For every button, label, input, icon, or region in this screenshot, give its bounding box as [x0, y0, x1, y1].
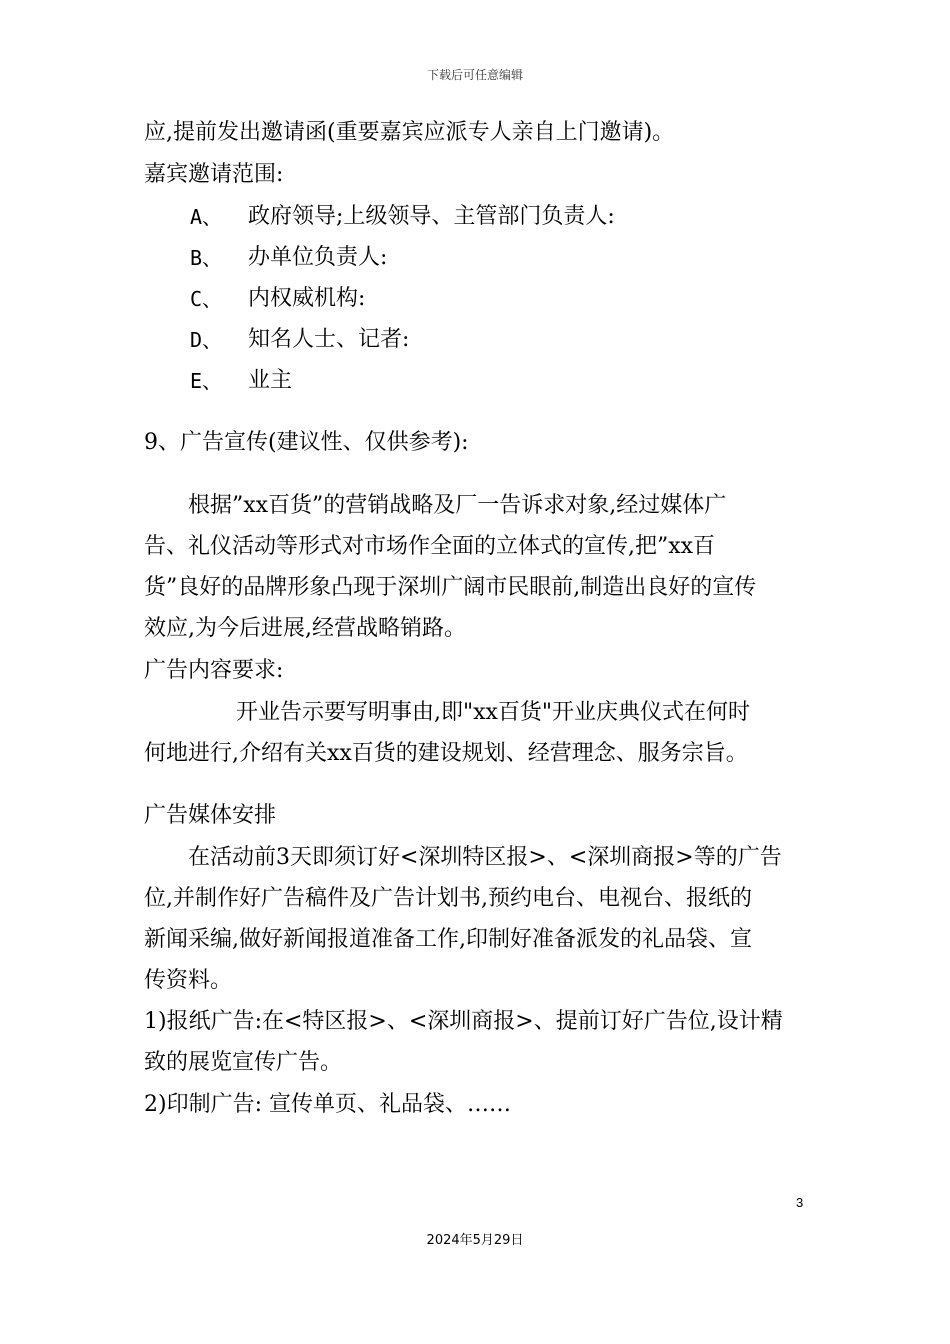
footer-date: 2024年5月29日 [426, 1233, 524, 1248]
page-header: 下载后可任意编辑 [426, 68, 523, 82]
body-line: 应,提前发出邀请函(重要嘉宾应派专人亲自上门邀请)。 [144, 120, 675, 145]
paragraph-line: 效应,为今后进展,经营战略销路。 [144, 616, 466, 641]
ad-content-heading: 广告内容要求: [144, 658, 284, 683]
paragraph-line: 根据”xx百货”的营销战略及厂一告诉求对象,经过媒体广 [188, 493, 727, 518]
guest-item-text: 政府领导;上级领导、主管部门负责人: [248, 204, 615, 229]
list-item: 1)报纸广告:在<特区报>、<深圳商报>、提前订好广告位,设计精 [144, 1009, 783, 1034]
guest-item-letter: B、 [190, 246, 223, 270]
guest-scope-heading: 嘉宾邀请范围: [144, 162, 284, 187]
list-item: 致的展览宣传广告。 [144, 1050, 343, 1075]
page-number: 3 [796, 1195, 804, 1210]
paragraph-line: 开业告示要写明事由,即"xx百货"开业庆典仪式在何时 [236, 700, 751, 725]
paragraph-line: 新闻采编,做好新闻报道准备工作,印制好准备派发的礼品袋、宣 [144, 927, 752, 952]
guest-item-text: 办单位负责人: [248, 245, 388, 270]
media-heading: 广告媒体安排 [144, 803, 277, 828]
paragraph-line: 告、礼仪活动等形式对市场作全面的立体式的宣传,把”xx百 [144, 534, 716, 559]
guest-item-text: 知名人士、记者: [248, 327, 410, 352]
list-item: 2)印制广告: 宣传单页、礼品袋、…… [144, 1092, 511, 1117]
guest-item-text: 业主 [248, 368, 293, 393]
paragraph-line: 在活动前3天即须订好<深圳特区报>、<深圳商报>等的广告 [188, 845, 782, 870]
guest-item-letter: D、 [190, 328, 223, 352]
paragraph-line: 传资料。 [144, 968, 233, 993]
guest-item-letter: A、 [190, 205, 223, 229]
guest-item-text: 内权威机构: [248, 286, 366, 311]
guest-item-letter: E、 [190, 369, 223, 393]
section-9-title: 9、广告宣传(建议性、仅供参考): [144, 430, 469, 455]
paragraph-line: 何地进行,介绍有关xx百货的建设规划、经营理念、服务宗旨。 [144, 741, 748, 766]
guest-item-letter: C、 [190, 287, 223, 311]
paragraph-line: 位,并制作好广告稿件及广告计划书,预约电台、电视台、报纸的 [144, 886, 752, 911]
paragraph-line: 货”良好的品牌形象凸现于深圳广阔市民眼前,制造出良好的宣传 [144, 575, 757, 600]
